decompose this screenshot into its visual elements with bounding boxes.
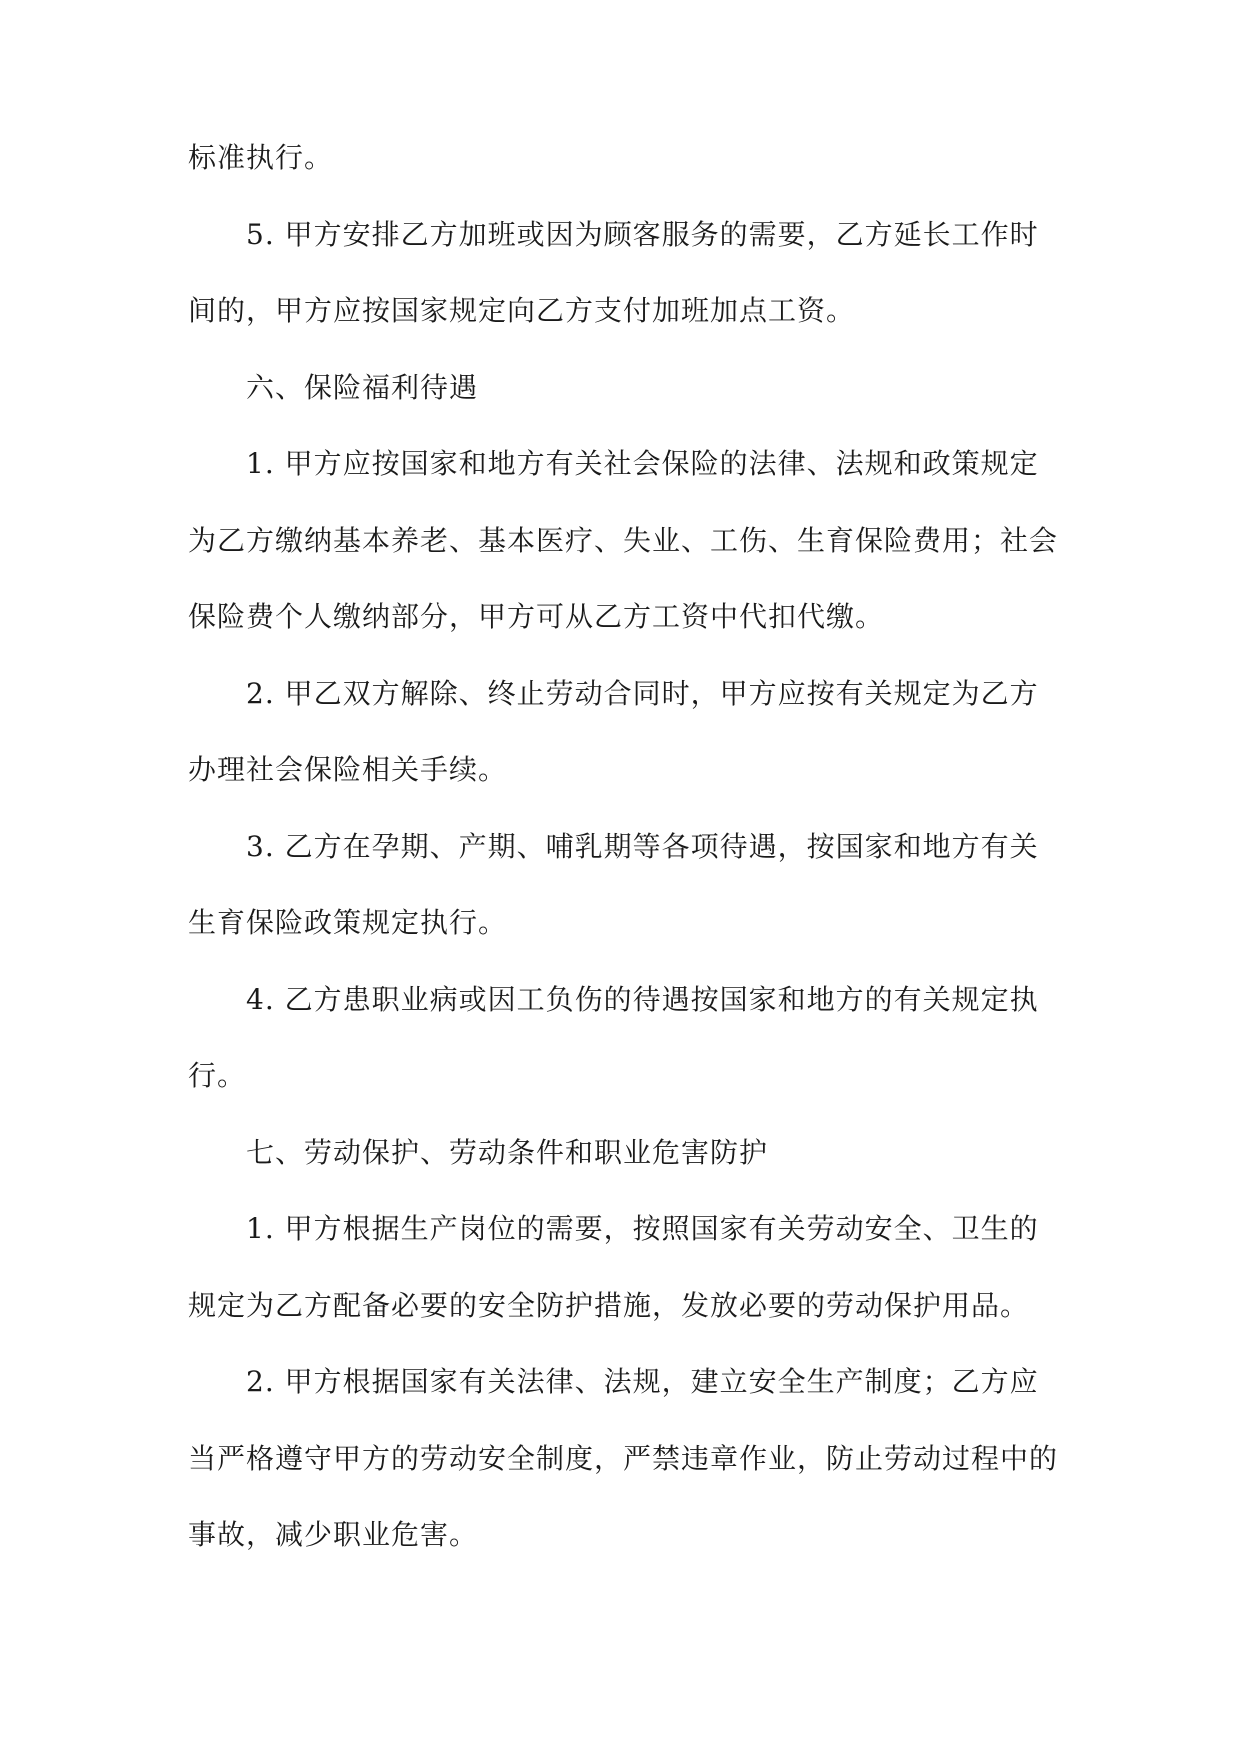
text-line: 2. 甲方根据国家有关法律、法规，建立安全生产制度；乙方应	[246, 1365, 1039, 1398]
text-line: 为乙方缴纳基本养老、基本医疗、失业、工伤、生育保险费用；社会	[188, 523, 1059, 557]
text-line: 1. 甲方应按国家和地方有关社会保险的法律、法规和政策规定	[246, 447, 1039, 480]
document-body	[188, 140, 1058, 1594]
text-line: 2. 甲乙双方解除、终止劳动合同时，甲方应按有关规定为乙方	[246, 676, 1039, 710]
text-line: 生育保险政策规定执行。	[188, 906, 508, 939]
text-line: 行。	[188, 1059, 247, 1092]
text-line: 间的，甲方应按国家规定向乙方支付加班加点工资。	[188, 294, 856, 327]
text-line: 当严格遵守甲方的劳动安全制度，严禁违章作业，防止劳动过程中的	[188, 1441, 1059, 1475]
text-line: 5. 甲方安排乙方加班或因为顾客服务的需要，乙方延长工作时	[246, 217, 1039, 251]
text-line: 3. 乙方在孕期、产期、哺乳期等各项待遇，按国家和地方有关	[246, 829, 1039, 863]
text-line: 标准执行。	[188, 141, 334, 174]
section-heading: 七、劳动保护、劳动条件和职业危害防护	[246, 1135, 769, 1169]
text-line: 事故，减少职业危害。	[188, 1518, 479, 1551]
section-heading: 六、保险福利待遇	[246, 370, 479, 404]
text-line: 4. 乙方患职业病或因工负伤的待遇按国家和地方的有关规定执	[246, 982, 1039, 1016]
text-line: 规定为乙方配备必要的安全防护措施，发放必要的劳动保护用品。	[188, 1288, 1030, 1322]
text-line: 1. 甲方根据生产岗位的需要，按照国家有关劳动安全、卫生的	[246, 1212, 1039, 1245]
text-line: 办理社会保险相关手续。	[188, 753, 508, 786]
text-line: 保险费个人缴纳部分，甲方可从乙方工资中代扣代缴。	[188, 600, 885, 633]
